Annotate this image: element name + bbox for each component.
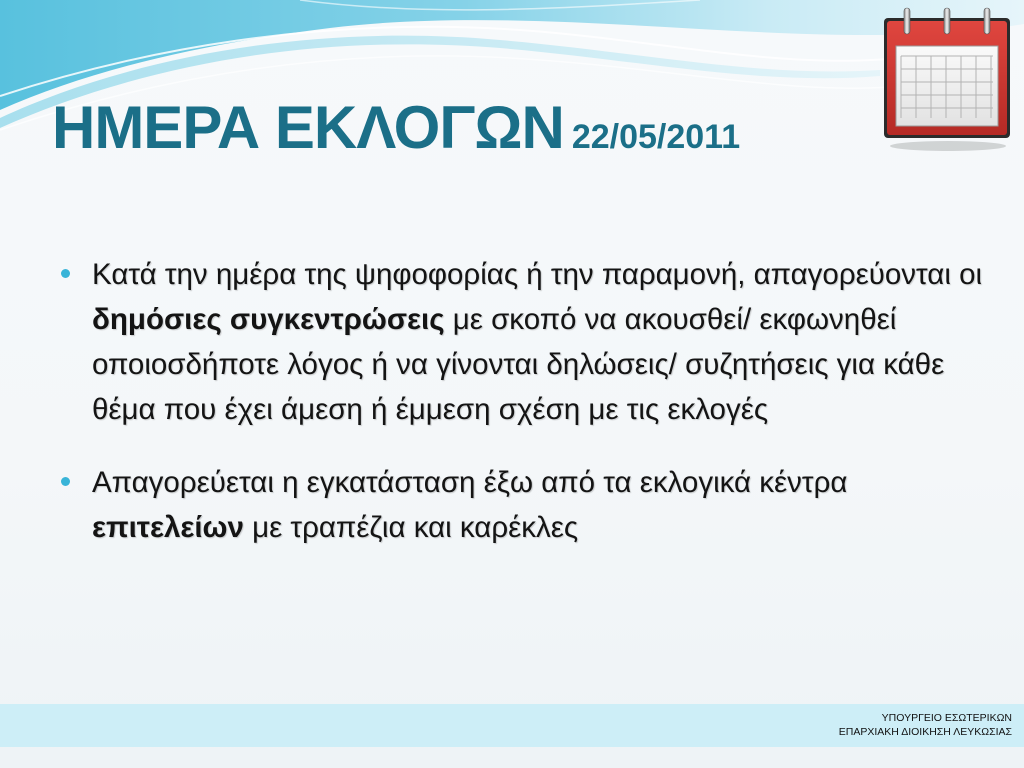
- bullet-text: με τραπέζια και καρέκλες: [243, 511, 579, 544]
- bullet-dot-icon: [61, 477, 70, 486]
- title-date: 22/05/2011: [571, 118, 741, 156]
- footer-text: [839, 711, 1012, 739]
- calendar-icon: [878, 4, 1018, 154]
- bullet-dot-icon: [61, 269, 70, 278]
- bullet-bold-text: δημόσιες συγκεντρώσεις: [92, 303, 445, 336]
- bullet-text: με σκοπό να ακουσθεί/ εκφωνηθεί οποιοσδήποτε λόγος ή να γίνονται δηλώσεις/ συζητήσεις για κάθε θέμα που έχει άμεση ή έμμεση σχέση με τις εκλογές: [92, 303, 945, 426]
- page-title: [52, 94, 741, 161]
- footer-bar: [0, 704, 1024, 747]
- bullet-list: [58, 252, 988, 550]
- footer-ministry: ΥΠΟΥΡΓΕΙΟ ΕΣΩΤΕΡΙΚΩΝ: [881, 712, 1012, 724]
- title-text: ΗΜΕΡΑ ΕΚΛΟΓΩΝ: [52, 94, 564, 161]
- footer-district: ΕΠΑΡΧΙΑΚΗ ΔΙΟΙΚΗΣΗ ΛΕΥΚΩΣΙΑΣ: [838, 726, 1012, 738]
- bullet-text: Απαγορεύεται η εγκατάσταση έξω από τα εκλογικά κέντρα: [92, 466, 848, 499]
- bullet-item: [58, 460, 988, 550]
- bullet-bold-text: επιτελείων: [92, 511, 244, 544]
- bullet-item: [58, 252, 988, 432]
- bullet-text: Κατά την ημέρα της ψηφοφορίας ή την παραμονή, απαγορεύονται οι: [92, 258, 983, 291]
